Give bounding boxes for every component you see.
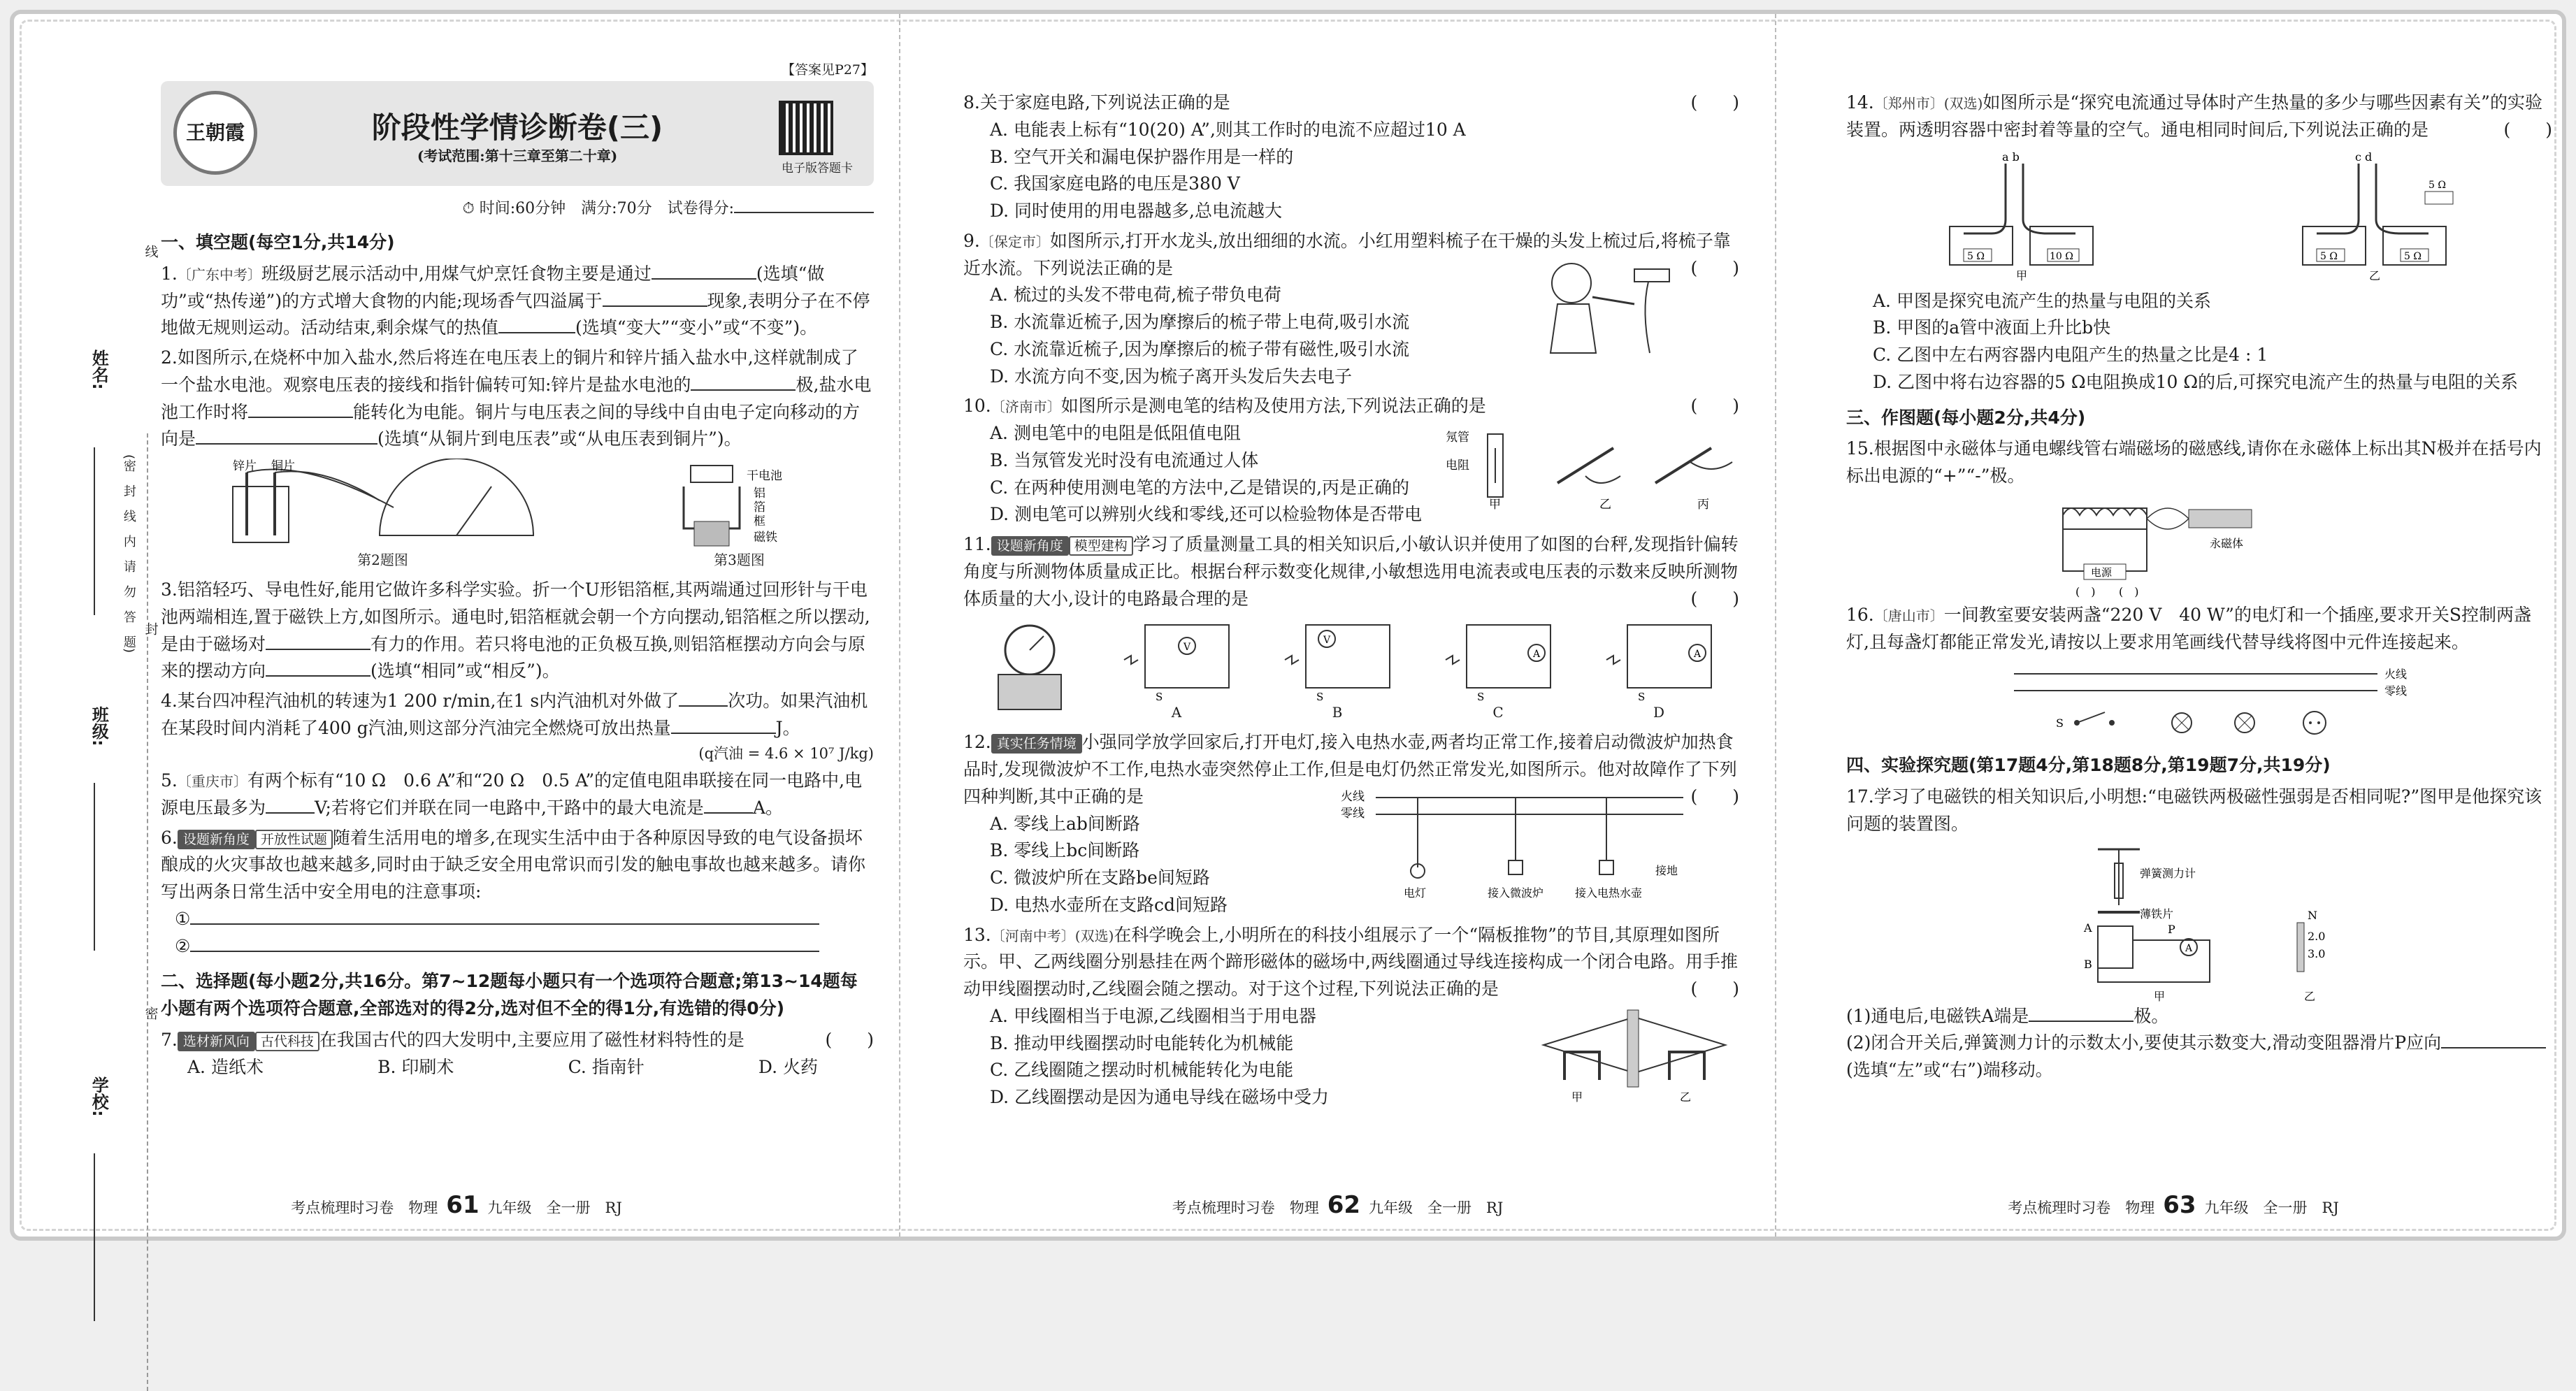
- exam-meta: ⏱ 时间:60分钟 满分:70分 试卷得分:: [161, 197, 874, 221]
- school-label: 学校:: [89, 1076, 109, 1117]
- q6-answer-2[interactable]: [190, 937, 819, 952]
- heat-experiment-b: [2289, 150, 2463, 282]
- svg-text:( ): ( ): [2119, 584, 2139, 598]
- figure-3: [663, 459, 816, 571]
- q11-option-a[interactable]: V S A: [1117, 618, 1236, 723]
- name-line: [94, 447, 95, 615]
- paper-title: 阶段性学情诊断卷(三): [371, 110, 663, 145]
- svg-text:2.0: 2.0: [2308, 929, 2326, 943]
- q8-option-a[interactable]: A. 电能表上标有“10(20) A”,则其工作时的电流不应超过10 A: [990, 119, 1466, 140]
- svg-text:A: A: [1533, 649, 1541, 661]
- solenoid-figure: [2042, 494, 2294, 599]
- page-61-footer: 考点梳理时习卷 物理 61 九年级 全一册 RJ: [291, 1191, 622, 1220]
- q12-option-c[interactable]: C. 微波炉所在支路be间短路: [990, 867, 1210, 888]
- svg-text:S: S: [1477, 691, 1485, 702]
- q12-option-b[interactable]: B. 零线上bc间断路: [990, 840, 1140, 861]
- q2-blank-2[interactable]: [248, 403, 353, 418]
- page-63-content: [1846, 87, 2552, 1087]
- question-13: 13.〔河南中考〕(双选)在科学晚会上,小明所在的科技小组展示了一个“隔板推物”的节目,其原理如图所示。甲、乙两线圈分别悬挂在两个蹄形磁体的磁场中,两线圈通过导线连接构成一个闭合电路。用手推动甲线圈摆动时,乙线圈会随之摆动。对于这个过程,下列说法正确的是 ( ) 甲 乙 A. 甲线圈相当于电源,乙线圈相当于用电器 B. 推动甲线圈摆动时电能转化为机械能 C. 乙线圈随之摆动时机械能转化为电能 D. 乙线圈摆动是因为通电导线在磁场中受力: [963, 922, 1739, 1111]
- svg-text:磁铁: 磁铁: [753, 531, 777, 545]
- question-3: 3.铝箔轻巧、导电性好,能用它做许多科学实验。折一个U形铝箔框,其两端通过回形针与干电池两端相连,置于磁铁上方,如图所示。通电时,铝箔框就会朝一个方向摆动,铝箔框之所以摆动,是由于磁场对 有力的作用。若只将电池的正负极互换,则铝箔框摆动方向会与原来的摆动方向 (选填“相同”或“相反”)。: [161, 579, 870, 682]
- q11-circuits: [963, 618, 1739, 723]
- question-7: 7. 选材新风向 古代科技 在我国古代的四大发明中,主要应用了磁性材料特性的是 ( ) A. 造纸术 B. 印刷术 C. 指南针 D. 火药: [161, 1027, 874, 1081]
- name-label: 姓名:: [89, 349, 109, 390]
- svg-text:N: N: [2308, 908, 2317, 922]
- svg-text:V: V: [1183, 642, 1191, 654]
- svg-text:铜片: 铜片: [271, 459, 295, 474]
- page-62-content: [963, 87, 1739, 1114]
- svg-text:接入电热水壶: 接入电热水壶: [1575, 886, 1643, 900]
- q8-option-c[interactable]: C. 我国家庭电路的电压是380 V: [990, 173, 1240, 194]
- q12-option-d[interactable]: D. 电热水壶所在支路cd间短路: [990, 894, 1228, 915]
- svg-text:丙: 丙: [1697, 498, 1709, 511]
- svg-text:接地: 接地: [1655, 863, 1678, 877]
- question-17: 17.学习了电磁铁的相关知识后,小明想:“电磁铁两极磁性强弱是否相同呢?”图甲是他探究该问题的装置图。 弹簧测力计 薄铁片 A B A P 甲 N 2.0 3.0 乙 (1)通电后,电磁铁A端是 极。 (2)闭合开关后,弹簧测力计的示数太小,要使其示数变大,滑动变阻器滑片P应向(选填“左”或“右”)端移动。: [1846, 784, 2552, 1084]
- figure-3-caption: 第3题图: [714, 552, 765, 569]
- q3-blank-2[interactable]: [266, 661, 370, 677]
- svg-text:5 Ω: 5 Ω: [1966, 250, 1985, 262]
- qr-caption: 电子版答题卡: [782, 161, 853, 175]
- q2-blank-3[interactable]: [196, 429, 377, 445]
- section-experiment: 四、实验探究题(第17题4分,第18题8分,第19题7分,共19分): [1846, 755, 2331, 776]
- q4-blank-2[interactable]: [671, 719, 776, 734]
- q14-option-a[interactable]: A. 甲图是探究电流产生的热量与电阻的关系: [1873, 290, 2211, 311]
- svg-text:A: A: [2185, 942, 2193, 954]
- svg-text:A: A: [1694, 649, 1701, 661]
- svg-text:框: 框: [753, 514, 765, 529]
- figure-2: [219, 459, 547, 571]
- answer-reference: 【答案见P27】: [782, 62, 874, 78]
- q17-part-2: (2)闭合开关后,弹簧测力计的示数太小,要使其示数变大,滑动变阻器滑片P应向(选填“左”或“右”)端移动。: [1846, 1030, 2552, 1084]
- q6-answer-1[interactable]: [190, 909, 819, 925]
- seal-mark-2: 封: [140, 622, 160, 635]
- coil-pair-figure: [1530, 1003, 1739, 1108]
- q8-option-d[interactable]: D. 同时使用的用电器越多,总电流越大: [990, 201, 1282, 221]
- exam-sheet: [10, 10, 2566, 1241]
- svg-text:5 Ω: 5 Ω: [2319, 250, 2338, 262]
- q17-blank-1[interactable]: [2029, 1007, 2134, 1022]
- question-4: 4.某台四冲程汽油机的转速为1 200 r/min,在1 s内汽油机对外做了 次功。如果汽油机在某段时间内消耗了400 g汽油,则这部分汽油完全燃烧可放出热量 J。 (q汽油 = 4.6 × 10⁷ J/kg): [161, 688, 874, 765]
- question-9: 9.〔保定市〕如图所示,打开水龙头,放出细细的水流。小红用塑料梳子在干燥的头发上梳过后,将梳子靠近水流。下列说法正确的是 ( ) A. 梳过的头发不带电荷,梳子带负电荷 B. 水流靠近梳子,因为摩擦后的梳子带上电荷,吸引水流 C. 水流靠近梳子,因为摩擦后的梳子带有磁性,吸引水流 D. 水流方向不变,因为梳子离开头发后失去电子: [963, 228, 1739, 391]
- q14-figures: [1846, 150, 2552, 282]
- q13-option-c[interactable]: C. 乙线圈随之摆动时机械能转化为电能: [990, 1060, 1294, 1081]
- svg-text:A: A: [2084, 921, 2092, 935]
- q3-blank-1[interactable]: [266, 635, 370, 650]
- q7-option-d[interactable]: D. 火药: [758, 1056, 818, 1077]
- svg-text:干电池: 干电池: [746, 469, 782, 484]
- q1-blank-3[interactable]: [498, 318, 575, 333]
- svg-text:接入微波炉: 接入微波炉: [1488, 886, 1544, 900]
- scale-icon: [984, 619, 1075, 723]
- q10-option-a[interactable]: A. 测电笔中的电阻是低阻值电阻: [990, 423, 1241, 443]
- page-62: [899, 14, 1775, 1237]
- question-16: 16.〔唐山市〕一间教室要安装两盏“220 V 40 W”的电灯和一个插座,要求开关S控制两盏灯,且每盏灯都能正常发光,请按以上要求用笔画线代替导线将图中元件连接起来。 火线 零线 S: [1846, 602, 2552, 744]
- foil-frame-diagram: [663, 459, 816, 549]
- svg-text:P: P: [2168, 922, 2175, 936]
- exam-scope: (考试范围:第十三章至第二十章): [417, 147, 618, 164]
- page-61-content: [161, 62, 874, 1083]
- svg-text:( ): ( ): [2075, 584, 2096, 598]
- svg-text:甲: 甲: [1571, 1090, 1583, 1104]
- q7-option-a[interactable]: A. 造纸术: [187, 1056, 264, 1077]
- svg-text:零线: 零线: [2384, 684, 2408, 698]
- seal-mark-3: 密: [140, 1007, 160, 1020]
- q11-option-c[interactable]: A S C: [1439, 618, 1557, 723]
- section-fill-in: 一、填空题(每空1分,共14分): [161, 232, 395, 253]
- svg-text:乙: 乙: [1599, 498, 1611, 511]
- svg-text:B: B: [2084, 957, 2092, 971]
- class-label: 班级:: [89, 706, 109, 747]
- svg-text:V: V: [1323, 635, 1331, 647]
- q9-option-d[interactable]: D. 水流方向不变,因为梳子离开头发后失去电子: [990, 366, 1352, 387]
- svg-text:乙: 乙: [2304, 989, 2316, 1003]
- svg-text:电阻: 电阻: [1446, 459, 1469, 473]
- page-62-footer: 考点梳理时习卷 物理 62 九年级 全一册 RJ: [1172, 1191, 1504, 1220]
- score-blank[interactable]: [734, 198, 874, 213]
- page-63-footer: 考点梳理时习卷 物理 63 九年级 全一册 RJ: [2008, 1191, 2339, 1220]
- q13-option-a[interactable]: A. 甲线圈相当于电源,乙线圈相当于用电器: [990, 1005, 1316, 1026]
- q4-constant: (q汽油 = 4.6 × 10⁷ J/kg): [698, 744, 874, 762]
- q7-option-c[interactable]: C. 指南针: [568, 1056, 645, 1077]
- section-drawing: 三、作图题(每小题2分,共4分): [1846, 407, 2086, 428]
- svg-text:5 Ω: 5 Ω: [2428, 179, 2446, 191]
- question-2: 2.如图所示,在烧杯中加入盐水,然后将连在电压表上的铜片和锌片插入盐水中,这样就制成了一个盐水电池。观察电压表的接线和指针偏转可知:锌片是盐水电池的 极,盐水电池工作时将 能转化为电能。铜片与电压表之间的导线中自由电子定向移动的方向是 (选填“从铜片到电压表”或“从电压表到铜片”)。: [161, 347, 872, 449]
- q17-part-1: (1)通电后,电磁铁A端是 极。: [1846, 1005, 2169, 1026]
- section-choice: 二、选择题(每小题2分,共16分。第7~12题每小题只有一个选项符合题意;第13~14题每小题有两个选项符合题意,全部选对的得2分,选对但不全的得1分,有选错的得0分): [161, 971, 858, 1019]
- q14-option-d[interactable]: D. 乙图中将右边容器的5 Ω电阻换成10 Ω的后,可探究电流产生的热量与电阻的关系: [1873, 371, 2519, 392]
- q1-blank-2[interactable]: [603, 291, 707, 307]
- salt-battery-diagram: [219, 459, 547, 549]
- question-15: 15.根据图中永磁体与通电螺线管右端磁场的磁感线,请你在永磁体上标出其N极并在括号内标出电源的“+”“-”极。 永磁体 电源 ( ) ( ): [1846, 438, 2542, 598]
- svg-text:c d: c d: [2354, 150, 2372, 164]
- svg-text:甲: 甲: [2015, 268, 2027, 282]
- svg-text:乙: 乙: [1680, 1090, 1692, 1104]
- svg-text:氖管: 氖管: [1446, 431, 1469, 445]
- q14-option-c[interactable]: C. 乙图中左右两容器内电阻产生的热量之比是4 : 1: [1873, 345, 2268, 365]
- q11-option-d[interactable]: A S D: [1599, 618, 1718, 723]
- svg-text:10 Ω: 10 Ω: [2049, 250, 2073, 262]
- svg-text:S: S: [1156, 691, 1163, 702]
- paper-header: [161, 62, 874, 186]
- classroom-wiring-figure: [2000, 660, 2433, 744]
- q9-option-b[interactable]: B. 水流靠近梳子,因为摩擦后的梳子带上电荷,吸引水流: [990, 312, 1410, 332]
- q13-option-d[interactable]: D. 乙线圈摆动是因为通电导线在磁场中受力: [990, 1087, 1330, 1107]
- q1-blank-1[interactable]: [652, 264, 756, 280]
- svg-text:甲: 甲: [2154, 989, 2166, 1003]
- qr-code-icon[interactable]: [779, 101, 833, 155]
- svg-text:火线: 火线: [2384, 668, 2408, 682]
- svg-text:火线: 火线: [1341, 789, 1365, 804]
- svg-text:电灯: 电灯: [1404, 886, 1427, 900]
- svg-text:a b: a b: [2001, 150, 2020, 164]
- home-circuit-figure: [1341, 784, 1690, 902]
- figures-2-3: [161, 459, 874, 571]
- q12-option-a[interactable]: A. 零线上ab间断路: [990, 813, 1140, 834]
- svg-text:乙: 乙: [2368, 268, 2380, 282]
- question-5: 5.〔重庆市〕有两个标有“10 Ω 0.6 A”和“20 Ω 0.5 A”的定值电阻串联接在同一电路中,电源电压最多为 V;若将它们并联在同一电路中,干路中的最大电流是 A。: [161, 770, 863, 818]
- seal-note: (密 封 线 内 请 勿 答 题): [121, 454, 136, 654]
- q9-option-c[interactable]: C. 水流靠近梳子,因为摩擦后的梳子带有磁性,吸引水流: [990, 338, 1410, 359]
- question-14: 14.〔郑州市〕(双选)如图所示是“探究电流通过导体时产生热量的多少与哪些因素有关”的实验装置。两透明容器中密封着等量的空气。通电相同时间后,下列说法正确的是 ( ) a b 5 Ω 10 Ω 甲 c d 5 Ω 5 Ω 5 Ω 乙 A. 甲图是探究电流产生的热量与电阻的关系 B. 甲图的a管中液面上升比b快 C. 乙图中左右两容器内电阻产生的热量之比是4 : 1 D. 乙图中将右边容器的5 Ω电阻换成10 Ω的后,可探究电流产生的热量与电阻的关系: [1846, 89, 2552, 396]
- svg-text:S: S: [2056, 716, 2064, 730]
- school-line: [94, 1153, 95, 1321]
- q14-option-b[interactable]: B. 甲图的a管中液面上升比b快: [1873, 317, 2111, 338]
- q8-option-b[interactable]: B. 空气开关和漏电保护器作用是一样的: [990, 146, 1294, 167]
- binding-strip: [42, 224, 175, 1188]
- class-line: [94, 783, 95, 951]
- svg-text:薄铁片: 薄铁片: [2140, 907, 2174, 921]
- svg-text:S: S: [1638, 691, 1646, 702]
- q11-option-b[interactable]: V S B: [1278, 618, 1397, 723]
- question-1: 1.〔广东中考〕班级厨艺展示活动中,用煤气炉烹饪食物主要是通过 (选填“做功”或“热传递”)的方式增大食物的内能;现场香气四溢属于 现象,表明分子在不停地做无规则运动。活动结束,剩余煤气的热值 (选填“变大”“变小”或“不变”)。: [161, 263, 870, 338]
- svg-text:箔: 箔: [753, 500, 765, 515]
- q10-option-c[interactable]: C. 在两种使用测电笔的方法中,乙是错误的,丙是正确的: [990, 477, 1410, 498]
- svg-text:电源: 电源: [2091, 565, 2113, 579]
- figure-2-caption: 第2题图: [357, 552, 408, 569]
- q9-option-a[interactable]: A. 梳过的头发不带电荷,梳子带负电荷: [990, 284, 1281, 305]
- q4-blank-1[interactable]: [679, 691, 728, 707]
- question-10: 10.〔济南市〕如图所示是测电笔的结构及使用方法,下列说法正确的是 ( ) 氖管 电阻 甲 乙 丙 A. 测电笔中的电阻是低阻值电阻 B. 当氖管发光时没有电流通过人体 C. 在两种使用测电笔的方法中,乙是错误的,丙是正确的 D. 测电笔可以辨别火线和零线,还可以检验物体是否带电: [963, 393, 1739, 528]
- svg-text:锌片: 锌片: [232, 459, 257, 474]
- svg-text:5 Ω: 5 Ω: [2403, 250, 2422, 262]
- seal-mark-1: 线: [140, 245, 160, 258]
- question-8: 8.关于家庭电路,下列说法正确的是 ( ) A. 电能表上标有“10(20) A”,则其工作时的电流不应超过10 A B. 空气开关和漏电保护器作用是一样的 C. 我国家庭电路的电压是380 V D. 同时使用的用电器越多,总电流越大: [963, 89, 1739, 225]
- svg-text:S: S: [1316, 691, 1324, 702]
- cut-line: [147, 433, 148, 1391]
- q5-blank-2[interactable]: [704, 798, 753, 814]
- question-12: 12. 真实任务情境 小强同学放学回家后,打开电灯,接入电热水壶,两者均正常工作,接着启动微波炉加热食品时,发现微波炉不工作,电热水壶突然停止工作,但是电灯仍然正常发光,如图所示。他对故障作了下列四种判断,其中正确的是 ( ) 火线 零线 电灯 接入微波炉 接入电热水壶 接地 A. 零线上ab间断路 B. 零线上bc间断路 C. 微波炉所在支路be间短路 D. 电热水壶所在支路cd间短路: [963, 729, 1739, 918]
- question-11: 11. 设题新角度 模型建构 学习了质量测量工具的相关知识后,小敏认识并使用了如图的台秤,发现指针偏转角度与所测物体质量成正比。根据台秤示数变化规律,小敏想选用电流表或电压表的示数来反映所测物体质量的大小,设计的电路最合理的是 ( ) V S A V S B A S C A S D: [963, 531, 1739, 723]
- q7-option-b[interactable]: B. 印刷术: [377, 1056, 454, 1077]
- page-63: [1775, 14, 2570, 1237]
- svg-text:零线: 零线: [1341, 806, 1365, 821]
- svg-text:弹簧测力计: 弹簧测力计: [2140, 866, 2196, 880]
- heat-experiment-a: [1936, 150, 2110, 282]
- test-pen-figure: [1446, 420, 1739, 511]
- svg-text:3.0: 3.0: [2308, 946, 2326, 960]
- comb-water-figure: [1530, 255, 1690, 360]
- q10-option-d[interactable]: D. 测电笔可以辨别火线和零线,还可以检验物体是否带电: [990, 504, 1422, 525]
- brand-logo: 王朝霞: [173, 91, 257, 175]
- svg-text:永磁体: 永磁体: [2210, 536, 2244, 550]
- q17-blank-2[interactable]: [2441, 1033, 2546, 1048]
- svg-text:铝: 铝: [753, 487, 765, 501]
- q7-options: [161, 1054, 874, 1081]
- electromagnet-figure: [2028, 842, 2391, 1003]
- q5-blank-1[interactable]: [266, 798, 315, 814]
- q2-blank-1[interactable]: [691, 375, 796, 391]
- question-6: 6. 设题新角度 开放性试题 随着生活用电的增多,在现实生活中由于各种原因导致的电气设备损坏酿成的火灾事故也越来越多,同时由于缺乏安全用电常识而引发的触电事故也越来越多。请你写出两条日常生活中安全用电的注意事项: ① ②: [161, 827, 865, 956]
- q10-option-b[interactable]: B. 当氖管发光时没有电流通过人体: [990, 449, 1259, 470]
- svg-text:甲: 甲: [1489, 498, 1501, 511]
- page-61: [14, 14, 899, 1237]
- q13-option-b[interactable]: B. 推动甲线圈摆动时电能转化为机械能: [990, 1032, 1294, 1053]
